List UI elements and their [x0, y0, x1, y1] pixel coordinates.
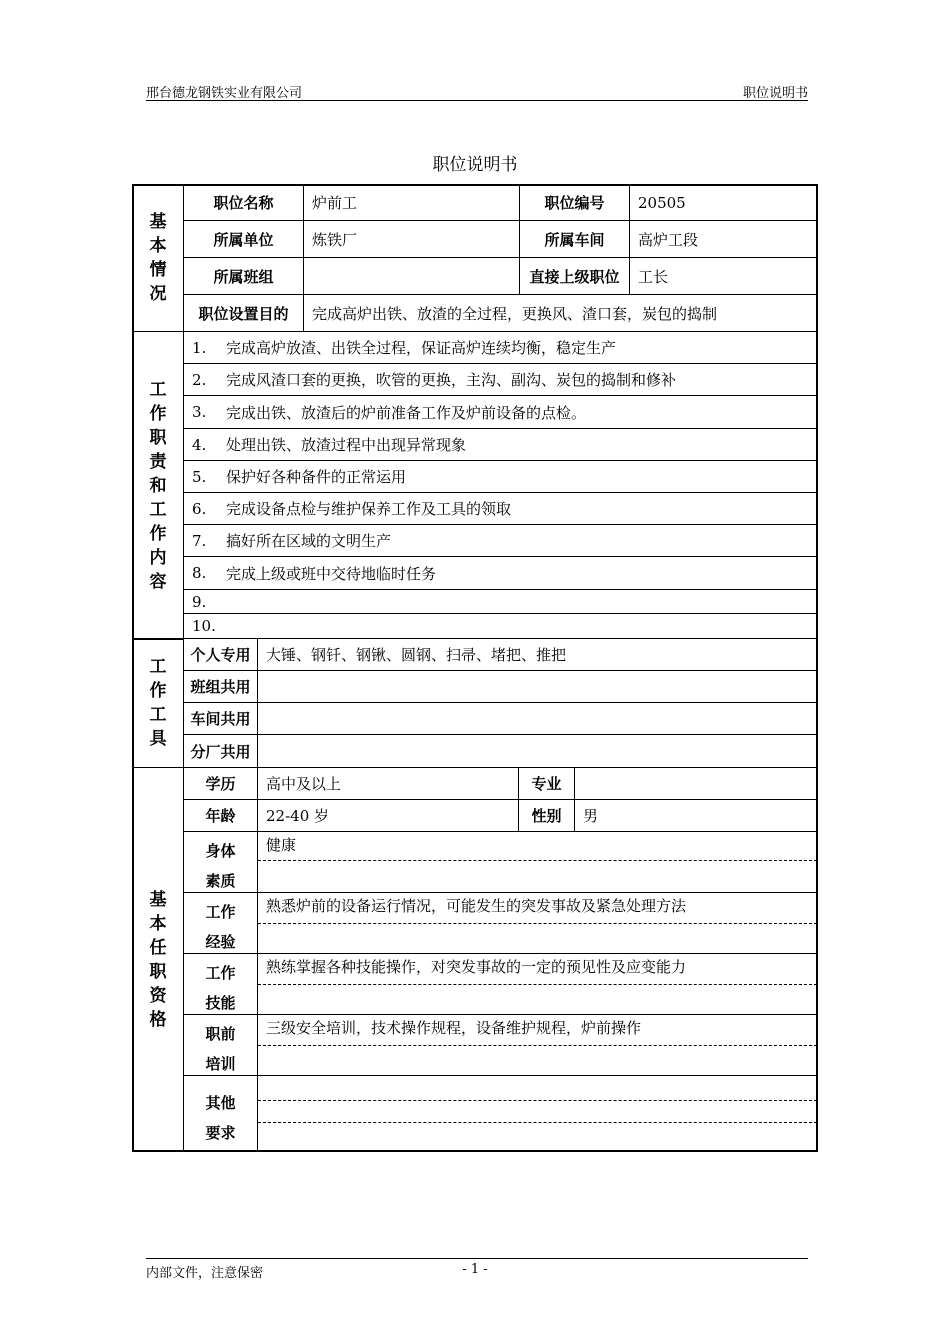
- experience-text: 熟悉炉前的设备运行情况，可能发生的突发事故及紧急处理方法: [266, 897, 687, 915]
- tools-personal-value: 大锤、钢钎、钢锹、圆钢、扫帚、堵把、推把: [257, 638, 818, 671]
- education-label: 学历: [183, 767, 258, 800]
- position-code-value: 20505: [629, 184, 818, 221]
- other-label: [183, 1075, 258, 1152]
- label-line: 职前: [205, 1025, 236, 1043]
- duty-number: 5.: [192, 467, 207, 486]
- duty-row: [183, 556, 818, 590]
- duty-row: [183, 492, 818, 525]
- position-code-label: 职位编号: [519, 184, 630, 221]
- position-name-value: 炉前工: [303, 184, 520, 221]
- label-line: 要求: [205, 1124, 236, 1142]
- document-title: 职位说明书: [432, 155, 518, 175]
- team-value: [303, 257, 520, 295]
- other-value: [257, 1075, 818, 1152]
- section-basic-label: [132, 184, 184, 332]
- purpose-value: 完成高炉出铁、放渣的全过程，更换风、渣口套，炭包的捣制: [303, 294, 818, 332]
- tools-workshop-value: [257, 702, 818, 735]
- duty-number: 8.: [192, 564, 207, 582]
- major-label: 专业: [518, 767, 575, 800]
- duty-number: 9.: [192, 592, 207, 611]
- duty-text: 处理出铁、放渣过程中出现异常现象: [226, 436, 467, 454]
- tools-team-value: [257, 670, 818, 703]
- page-header-company: 邢台德龙钢铁实业有限公司: [146, 86, 303, 101]
- duty-number: 3.: [192, 403, 207, 421]
- footer-note: 内部文件，注意保密: [146, 1266, 264, 1281]
- duty-row: [183, 613, 818, 639]
- training-text: 三级安全培训，技术操作规程，设备维护规程，炉前操作: [266, 1019, 642, 1037]
- supervisor-label: 直接上级职位: [519, 257, 630, 295]
- duty-text: 搞好所在区域的文明生产: [226, 532, 392, 550]
- footer-rule: [146, 1258, 808, 1259]
- duty-row: [183, 524, 818, 557]
- unit-value: 炼铁厂: [303, 220, 520, 258]
- education-value: 高中及以上: [257, 767, 519, 800]
- supervisor-value: 工长: [629, 257, 818, 295]
- section-duties-text: 工作职责和工作内容: [149, 379, 167, 592]
- workshop-label: 所属车间: [519, 220, 630, 258]
- job-description-table: [132, 184, 818, 1152]
- gender-label: 性别: [518, 799, 575, 832]
- dashed-rule: [258, 923, 817, 924]
- age-label: 年龄: [183, 799, 258, 832]
- dashed-rule: [258, 1100, 817, 1101]
- duty-number: 7.: [192, 531, 207, 550]
- duty-row: [183, 331, 818, 364]
- duty-number: 4.: [192, 435, 207, 454]
- workshop-value: 高炉工段: [629, 220, 818, 258]
- skills-label: [183, 953, 258, 1015]
- unit-label: 所属单位: [183, 220, 304, 258]
- age-value: 22-40 岁: [257, 799, 519, 832]
- skills-text: 熟练掌握各种技能操作，对突发事故的一定的预见性及应变能力: [266, 958, 687, 976]
- team-label: 所属班组: [183, 257, 304, 295]
- label-line: 经验: [205, 933, 236, 951]
- training-value: [257, 1014, 818, 1076]
- label-line: 工作: [205, 964, 236, 982]
- experience-label: [183, 892, 258, 954]
- label-line: 其他: [205, 1094, 236, 1112]
- label-line: 素质: [205, 872, 236, 890]
- dashed-rule: [258, 1122, 817, 1123]
- tools-branch-label: 分厂共用: [183, 734, 258, 768]
- section-basic-text: 基本情况: [149, 212, 167, 304]
- label-line: 身体: [205, 842, 236, 860]
- tools-personal-label: 个人专用: [183, 638, 258, 671]
- position-name-label: 职位名称: [183, 184, 304, 221]
- physical-value: [257, 831, 818, 893]
- label-line: 技能: [205, 994, 236, 1012]
- duty-text: 保护好各种备件的正常运用: [226, 468, 407, 486]
- duty-row: [183, 460, 818, 493]
- label-line: 培训: [205, 1055, 236, 1073]
- section-qualifications-label: [132, 767, 184, 1152]
- skills-value: [257, 953, 818, 1015]
- dashed-rule: [258, 1045, 817, 1046]
- duty-row: [183, 395, 818, 429]
- section-duties-label: [132, 331, 184, 640]
- purpose-label: 职位设置目的: [183, 294, 304, 332]
- tools-team-label: 班组共用: [183, 670, 258, 703]
- duty-number: 1.: [192, 338, 207, 357]
- duty-text: 完成出铁、放渣后的炉前准备工作及炉前设备的点检。: [226, 403, 587, 422]
- duty-number: 2.: [192, 370, 207, 389]
- duty-row: [183, 589, 818, 614]
- duty-text: 完成设备点检与维护保养工作及工具的领取: [226, 500, 512, 518]
- dashed-rule: [258, 984, 817, 985]
- dashed-rule: [258, 860, 817, 861]
- page-number: - 1 -: [462, 1262, 488, 1277]
- duty-number: 10.: [192, 617, 216, 635]
- section-qualifications-text: 基本任职资格: [149, 889, 167, 1030]
- gender-value: 男: [574, 799, 818, 832]
- physical-label: [183, 831, 258, 893]
- duty-text: 完成风渣口套的更换，吹管的更换，主沟、副沟、炭包的捣制和修补: [226, 371, 677, 389]
- major-value: [574, 767, 818, 800]
- tools-workshop-label: 车间共用: [183, 702, 258, 735]
- experience-value: [257, 892, 818, 954]
- label-line: 工作: [205, 903, 236, 921]
- section-tools-text: 工作工具: [149, 657, 167, 749]
- duty-row: [183, 428, 818, 461]
- duty-number: 6.: [192, 499, 207, 518]
- header-rule: [146, 100, 808, 101]
- physical-text: 健康: [266, 836, 297, 854]
- duty-text: 完成高炉放渣、出铁全过程，保证高炉连续均衡，稳定生产: [226, 339, 617, 357]
- duty-row: [183, 363, 818, 396]
- duty-text: 完成上级或班中交待地临时任务: [226, 564, 437, 583]
- section-tools-label: [132, 638, 184, 768]
- training-label: [183, 1014, 258, 1076]
- page-header-doctype: 职位说明书: [742, 86, 808, 101]
- tools-branch-value: [257, 734, 818, 768]
